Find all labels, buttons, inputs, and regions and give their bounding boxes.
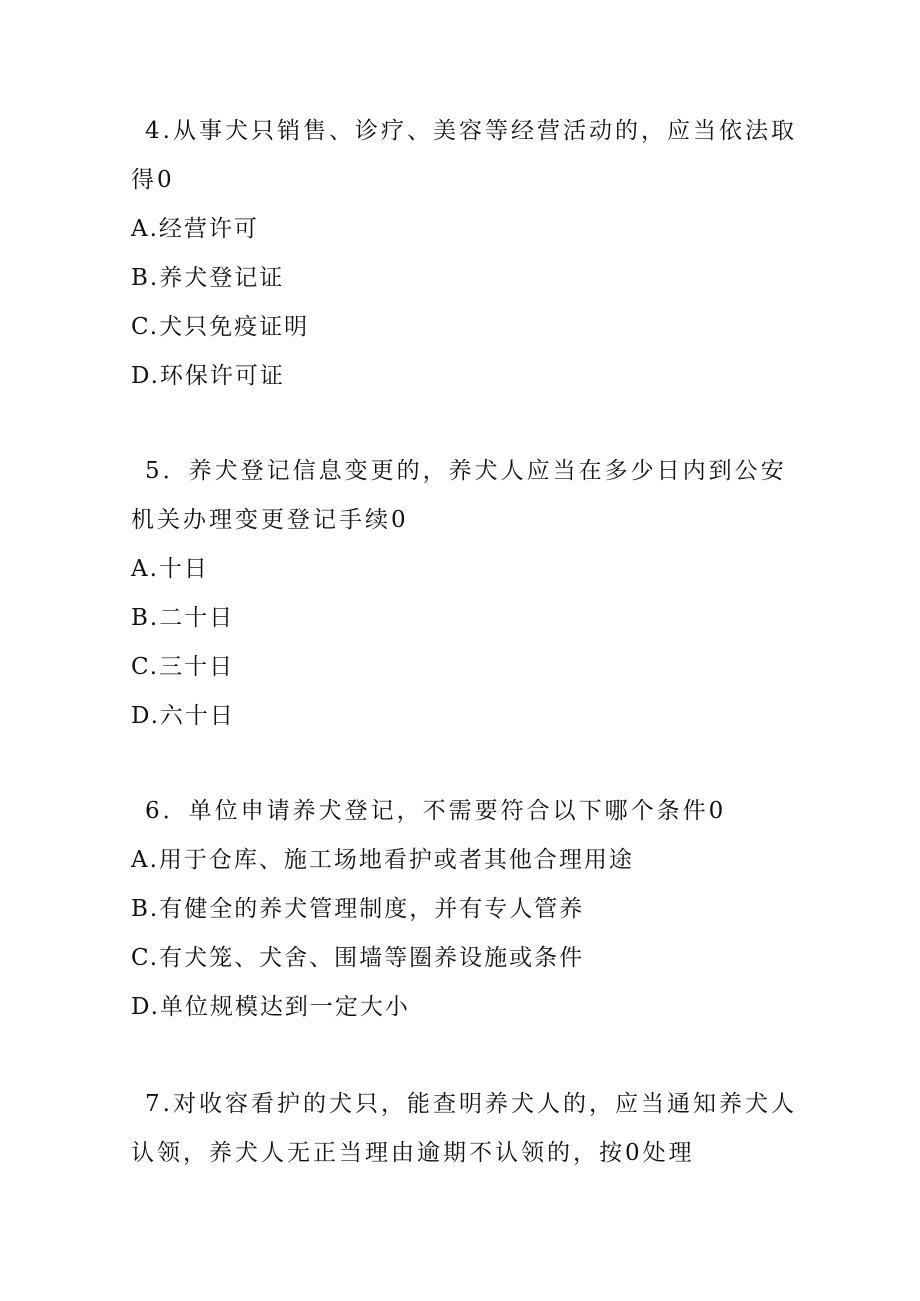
- option-d: D.环保许可证: [131, 363, 285, 389]
- option-c: C.三十日: [131, 654, 235, 680]
- question-text: 4.从事犬只销售、诊疗、美容等经营活动的，应当依法取得0: [131, 118, 797, 193]
- option-b: B.养犬登记证: [131, 265, 285, 291]
- question-text: 6．单位申请养犬登记，不需要符合以下哪个条件0: [145, 798, 727, 824]
- option-c: C.犬只免疫证明: [131, 314, 310, 340]
- option-a: A.十日: [131, 556, 209, 582]
- question-4: [131, 107, 801, 401]
- option-a: A.用于仓库、施工场地看护或者其他合理用途: [131, 847, 634, 873]
- question-5: [131, 447, 801, 741]
- option-b: B.二十日: [131, 605, 235, 631]
- option-a: A.经营许可: [131, 216, 259, 242]
- question-6: [131, 787, 801, 1032]
- option-d: D.单位规模达到一定大小: [131, 994, 410, 1020]
- option-d: D.六十日: [131, 703, 235, 729]
- option-c: C.有犬笼、犬舍、围墙等圈养设施或条件: [131, 945, 585, 971]
- question-7: [131, 1080, 801, 1178]
- question-text: 7.对收容看护的犬只，能查明养犬人的，应当通知养犬人认领，养犬人无正当理由逾期不认领的，按0处理: [131, 1091, 797, 1166]
- question-text: 5．养犬登记信息变更的，养犬人应当在多少日内到公安机关办理变更登记手续0: [131, 458, 787, 533]
- option-b: B.有健全的养犬管理制度，并有专人管养: [131, 896, 585, 922]
